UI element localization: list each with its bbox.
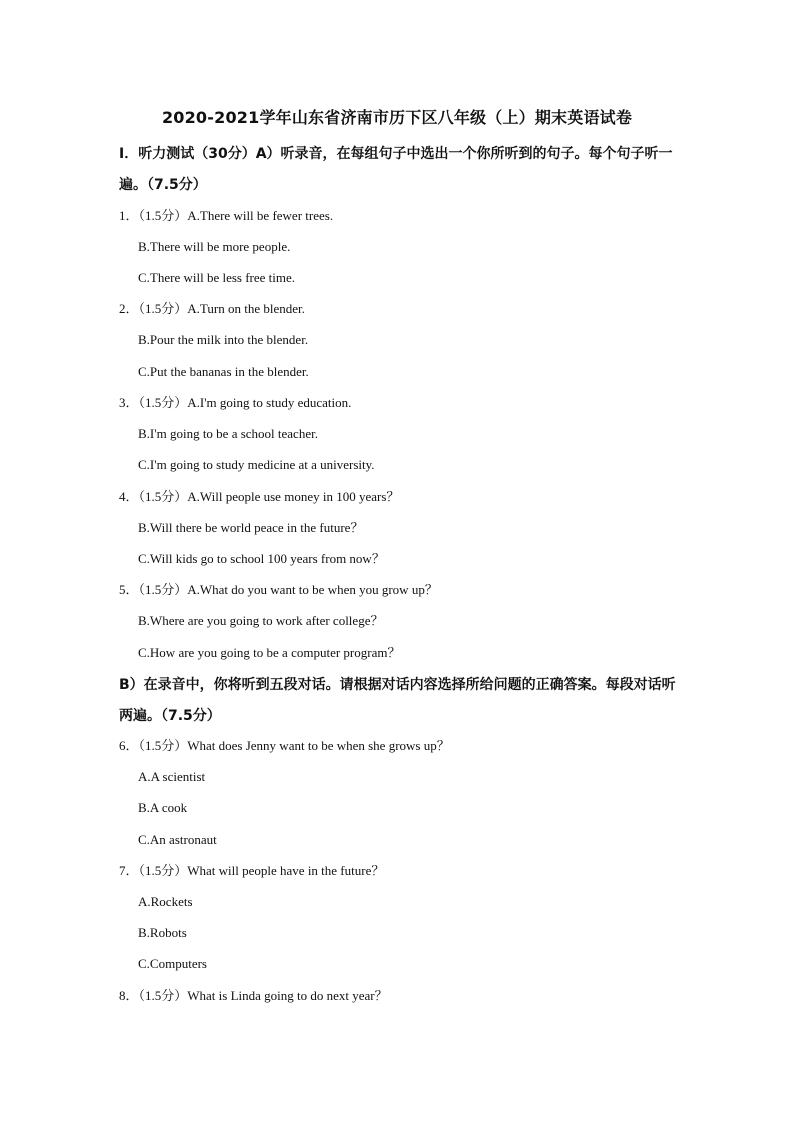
question-7-option-b: B.Robots — [138, 925, 187, 940]
section-heading-line: I．听力测试（30分）A）听录音，在每组句子中选出一个你所听到的句子。每个句子听一 — [119, 146, 673, 162]
section-heading-line: B）在录音中，你将听到五段对话。请根据对话内容选择所给问题的正确答案。每段对话听 — [119, 677, 676, 693]
question-3-stem: 3．（1.5分）A.I'm going to study education. — [119, 395, 352, 410]
question-3-option-c: C.I'm going to study medicine at a university. — [138, 457, 375, 472]
question-1-option-b: B.There will be more people. — [138, 239, 291, 254]
section-heading-line: 两遍。（7.5分） — [119, 708, 221, 724]
question-2-option-b: B.Pour the milk into the blender. — [138, 332, 309, 347]
section-heading-listening-a — [119, 139, 679, 201]
question-3-option-b: B.I'm going to be a school teacher. — [138, 426, 318, 441]
question-8-stem: 8．（1.5分）What is Linda going to do next year？ — [119, 988, 388, 1003]
question-4-stem: 4．（1.5分）A.Will people use money in 100 years？ — [119, 489, 400, 504]
section-heading-line: 遍。（7.5分） — [119, 177, 207, 193]
question-7-stem: 7．（1.5分）What will people have in the future？ — [119, 863, 385, 878]
question-5-option-c: C.How are you going to be a computer program？ — [138, 645, 401, 660]
question-5-option-b: B.Where are you going to work after college？ — [138, 613, 384, 628]
question-4-option-b: B.Will there be world peace in the future？ — [138, 520, 364, 535]
question-1-stem: 1．（1.5分）A.There will be fewer trees. — [119, 208, 334, 223]
question-6-option-c: C.An astronaut — [138, 832, 217, 847]
question-6-option-a: A.A scientist — [138, 769, 206, 784]
question-6-stem: 6．（1.5分）What does Jenny want to be when she grows up？ — [119, 738, 450, 753]
question-6-option-b: B.A cook — [138, 800, 188, 815]
question-7-option-c: C.Computers — [138, 956, 207, 971]
question-1-option-c: C.There will be less free time. — [138, 270, 296, 285]
question-2-stem: 2．（1.5分）A.Turn on the blender. — [119, 301, 305, 316]
question-2-option-c: C.Put the bananas in the blender. — [138, 364, 309, 379]
question-4-option-c: C.Will kids go to school 100 years from now？ — [138, 551, 385, 566]
section-heading-listening-b — [119, 670, 679, 732]
page-title: 2020-2021学年山东省济南市历下区八年级（上）期末英语试卷 — [161, 108, 633, 127]
question-7-option-a: A.Rockets — [138, 894, 193, 909]
question-5-stem: 5．（1.5分）A.What do you want to be when you grow up？ — [119, 582, 438, 597]
